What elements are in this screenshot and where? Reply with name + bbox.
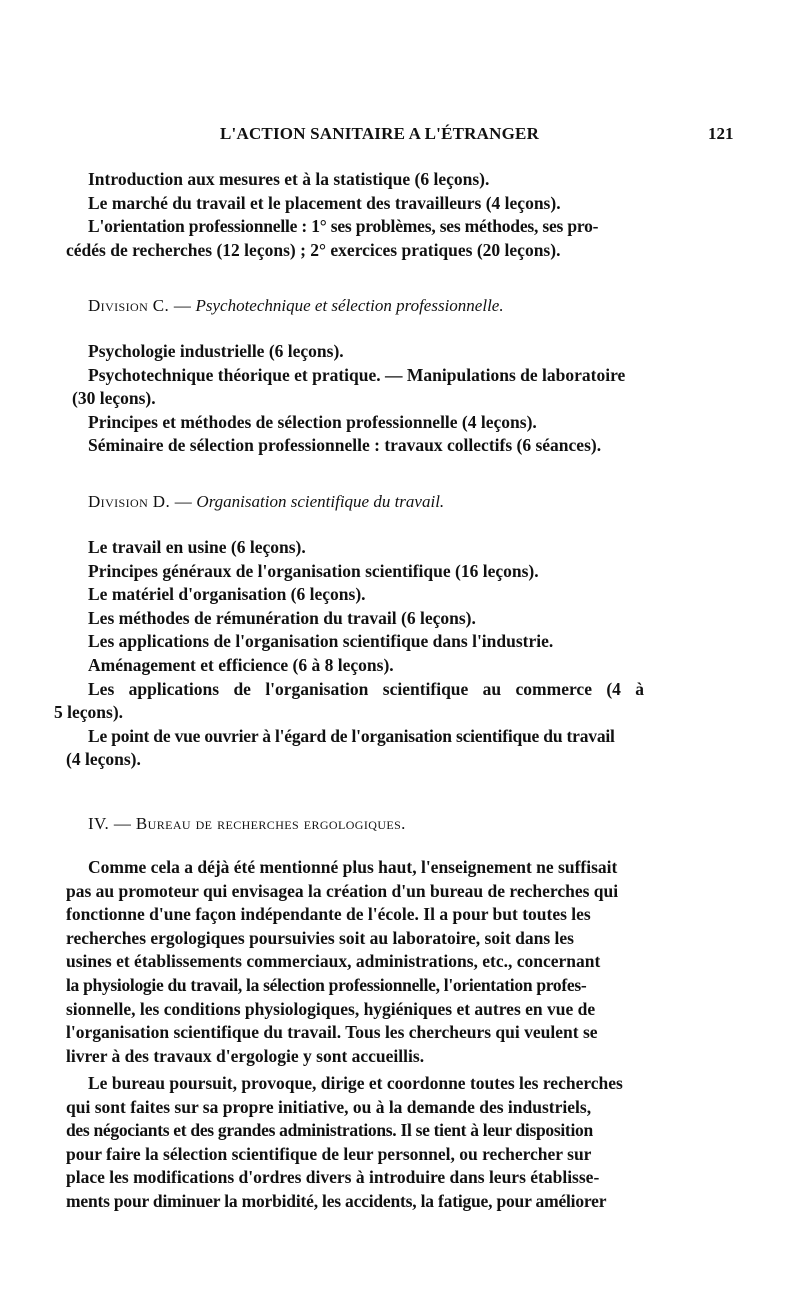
text-line: usines et établissements commerciaux, administrations, etc., concernant xyxy=(66,951,601,972)
text-line: qui sont faites sur sa propre initiative, ou à la demande des industriels, xyxy=(66,1096,592,1117)
text-line: pas au promoteur qui envisagea la création d'un bureau de recherches qui xyxy=(66,880,619,901)
division-c-heading xyxy=(88,294,748,318)
division-label: Division C. — xyxy=(88,296,192,315)
list-item: (30 leçons). xyxy=(72,388,156,409)
division-title: Organisation scientifique du travail. xyxy=(196,492,445,511)
running-head xyxy=(0,124,800,148)
list-item: Introduction aux mesures et à la statistique (6 leçons). xyxy=(88,169,490,189)
list-item: Le travail en usine (6 leçons). xyxy=(88,537,306,557)
list-item: Aménagement et efficience (6 à 8 leçons). xyxy=(88,654,394,675)
course-list-division-b xyxy=(66,168,748,262)
division-label: Division D. — xyxy=(88,492,193,511)
text-line: des négociants et des grandes administrations. Il se tient à leur disposition xyxy=(66,1120,593,1141)
division-d-heading xyxy=(88,490,748,514)
page-number: 121 xyxy=(708,124,734,143)
text-line: place les modifications d'ordres divers à introduire dans leurs établisse- xyxy=(66,1167,600,1188)
list-item: Principes et méthodes de sélection professionnelle (4 leçons). xyxy=(88,411,537,432)
text-line: recherches ergologiques poursuivies soit au laboratoire, soit dans les xyxy=(66,927,574,948)
list-item: Le point de vue ouvrier à l'égard de l'organisation scientifique du travail xyxy=(88,725,615,746)
running-title: L'ACTION SANITAIRE A L'ÉTRANGER xyxy=(220,124,540,143)
text-line: ments pour diminuer la morbidité, les accidents, la fatigue, pour améliorer xyxy=(66,1190,607,1211)
text-line: sionnelle, les conditions physiologiques, hygiéniques et autres en vue de xyxy=(66,998,596,1019)
paragraph-1 xyxy=(66,856,746,1068)
list-item: Les applications de l'organisation scientifique au commerce (4 à xyxy=(88,678,645,699)
text-line: l'organisation scientifique du travail. Tous les chercheurs qui veulent se xyxy=(66,1022,598,1043)
text-line: Le bureau poursuit, provoque, dirige et coordonne toutes les recherches xyxy=(88,1073,623,1093)
list-item: Les applications de l'organisation scientifique dans l'industrie. xyxy=(88,631,554,652)
list-item: Le matériel d'organisation (6 leçons). xyxy=(88,584,366,605)
section-iv-heading xyxy=(88,812,748,836)
list-item: Principes généraux de l'organisation scientifique (16 leçons). xyxy=(88,560,539,581)
list-item: cédés de recherches (12 leçons) ; 2° exercices pratiques (20 leçons). xyxy=(66,239,561,260)
section-title: IV. — Bureau de recherches ergologiques. xyxy=(88,814,406,833)
list-item: Psychotechnique théorique et pratique. — Manipulations de laboratoire xyxy=(88,364,626,385)
course-list-division-c xyxy=(72,340,748,458)
course-list-division-d xyxy=(54,536,748,772)
list-item: Psychologie industrielle (6 leçons). xyxy=(88,341,344,361)
list-item: Séminaire de sélection professionnelle : travaux collectifs (6 séances). xyxy=(88,435,602,456)
text-line: Comme cela a déjà été mentionné plus haut, l'enseignement ne suffisait xyxy=(88,857,618,877)
list-item: 5 leçons). xyxy=(54,702,124,723)
text-line: pour faire la sélection scientifique de leur personnel, ou rechercher sur xyxy=(66,1143,592,1164)
list-item: Le marché du travail et le placement des travailleurs (4 leçons). xyxy=(88,192,561,213)
paragraph-2 xyxy=(66,1072,746,1214)
text-line: fonctionne d'une façon indépendante de l'école. Il a pour but toutes les xyxy=(66,904,591,925)
list-item: Les méthodes de rémunération du travail (6 leçons). xyxy=(88,607,476,628)
list-item: (4 leçons). xyxy=(66,749,141,770)
text-line: la physiologie du travail, la sélection professionnelle, l'orientation profes- xyxy=(66,974,587,995)
text-line: livrer à des travaux d'ergologie y sont accueillis. xyxy=(66,1045,425,1066)
division-title: Psychotechnique et sélection professionnelle. xyxy=(195,296,504,315)
list-item: L'orientation professionnelle : 1° ses problèmes, ses méthodes, ses pro- xyxy=(88,216,599,237)
